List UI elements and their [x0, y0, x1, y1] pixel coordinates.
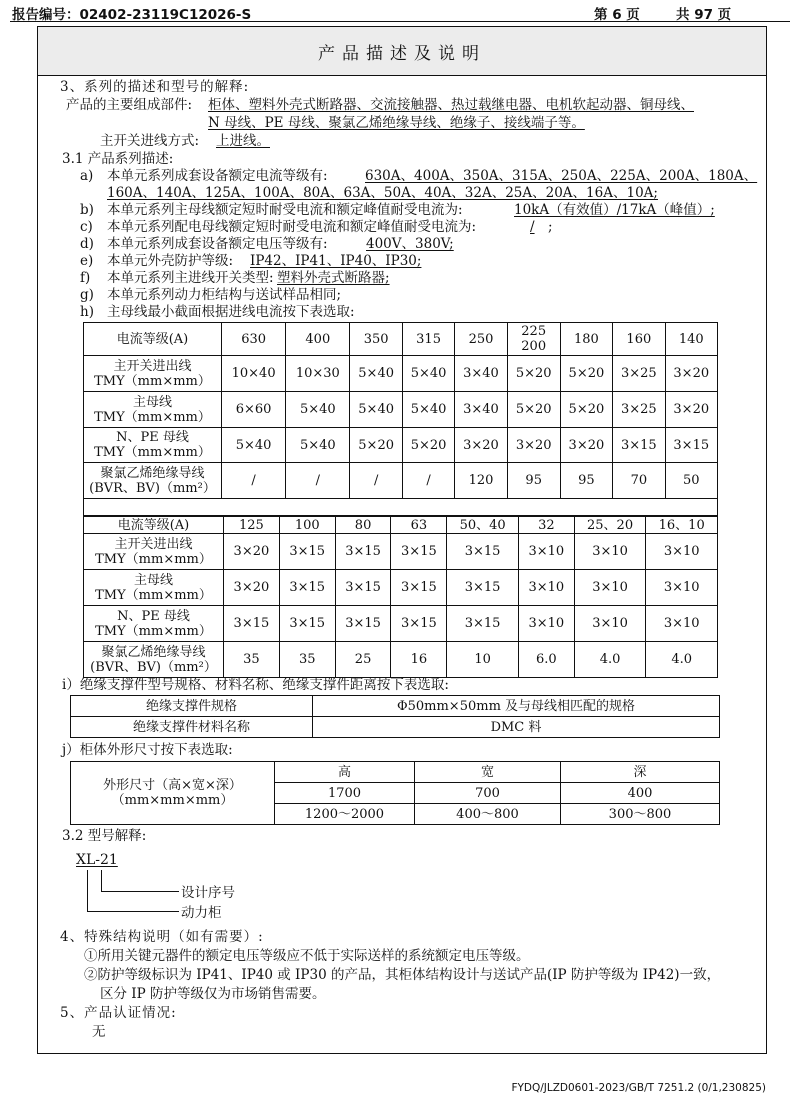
- table-cell: 3×40: [455, 356, 507, 392]
- table-cell: 5×40: [286, 392, 350, 428]
- item-h-key: h): [80, 304, 94, 320]
- table-cell: 6.0: [518, 642, 574, 678]
- table-cell: 3×10: [518, 570, 574, 606]
- item-b-text: 本单元系列主母线额定短时耐受电流和额定峰值耐受电流为:: [107, 202, 463, 218]
- table-cell: 3×10: [574, 606, 646, 642]
- table-cell: 3×10: [574, 570, 646, 606]
- table-cell: 3×25: [613, 356, 665, 392]
- insulator-spec-label: 绝缘支撑件规格: [71, 696, 313, 717]
- table-cell: 100: [279, 517, 335, 534]
- table-cell: 3×20: [560, 428, 612, 463]
- item-a-value-2: 160A、140A、125A、100A、80A、63A、50A、40A、32A、25A、20A、16A、10A;: [107, 185, 658, 201]
- item-c-text: 本单元系列配电母线额定短时耐受电流和额定峰值耐受电流为:: [107, 219, 477, 235]
- table-cell: 95: [507, 463, 560, 499]
- table-cell: 300～800: [561, 804, 720, 825]
- table-cell: 5×20: [507, 392, 560, 428]
- table-cell: 180: [560, 323, 612, 356]
- table-cell: 3×20: [224, 570, 280, 606]
- components-line-2: N 母线、PE 母线、聚氯乙烯绝缘导线、绝缘子、接线端子等。: [208, 115, 585, 131]
- table-cell: 50、40: [447, 517, 519, 534]
- table-cell: 16、10: [646, 517, 718, 534]
- table-cell: 3×15: [279, 570, 335, 606]
- item-f-value: 塑料外壳式断路器;: [277, 270, 390, 286]
- model-diagram-line: [101, 870, 102, 892]
- table-cell: 5×40: [286, 428, 350, 463]
- table-cell: 1200～2000: [275, 804, 415, 825]
- table-cell: 3×15: [447, 570, 519, 606]
- item-e-text: 本单元外壳防护等级:: [107, 253, 234, 269]
- section-4-para-2b: 区分 IP 防护等级仅为市场销售需要。: [100, 986, 326, 1002]
- insulator-material-value: DMC 料: [313, 717, 720, 738]
- power-cabinet-label: 动力柜: [181, 905, 222, 921]
- section-4-para-2: ②防护等级标识为 IP41、IP40 或 IP30 的产品，其柜体结构设计与送试产品(IP 防护等级为 IP42)一致，: [84, 967, 721, 983]
- table-cell: 5×20: [402, 428, 454, 463]
- item-j-text: j）柜体外形尺寸按下表选取:: [62, 742, 233, 758]
- incoming-value: 上进线。: [216, 133, 270, 149]
- size-header-height: 高: [275, 762, 415, 783]
- design-number-label: 设计序号: [181, 885, 235, 901]
- table-cell: 10×30: [286, 356, 350, 392]
- table-cell: 25、20: [574, 517, 646, 534]
- table-cell: 3×15: [447, 606, 519, 642]
- table-cell: 10: [447, 642, 519, 678]
- item-h-text: 主母线最小截面根据进线电流按下表选取:: [107, 304, 355, 320]
- table-cell: 3×25: [613, 392, 665, 428]
- table-cell: 3×20: [665, 392, 717, 428]
- table-cell: 5×40: [350, 356, 402, 392]
- table-cell: 400: [286, 323, 350, 356]
- table-cell: 3×15: [665, 428, 717, 463]
- table-cell: 3×20: [665, 356, 717, 392]
- item-g-text: 本单元系列动力柜结构与送试样品相同;: [107, 287, 342, 303]
- table-cell: 3×10: [646, 570, 718, 606]
- item-b-key: b): [80, 202, 94, 218]
- table-cell: 3×20: [507, 428, 560, 463]
- table-cell: 5×20: [350, 428, 402, 463]
- incoming-label: 主开关进线方式:: [100, 133, 200, 149]
- table-cell: 5×20: [560, 392, 612, 428]
- table-cell: 3×40: [455, 392, 507, 428]
- section-3-2-heading: 3.2 型号解释:: [62, 828, 147, 844]
- section-4-para-1: ①所用关键元器件的额定电压等级应不低于实际送样的系统额定电压等级。: [84, 948, 530, 964]
- table-cell: 3×15: [335, 534, 391, 570]
- row-label-main-switch: 主开关进出线 TMY（mm×mm）: [84, 356, 222, 392]
- table-cell: 1700: [275, 783, 415, 804]
- item-f-text: 本单元系列主进线开关类型:: [107, 270, 274, 286]
- certification-value: 无: [92, 1024, 106, 1040]
- table-cell: /: [286, 463, 350, 499]
- model-diagram-line: [101, 891, 179, 892]
- table-cell: 3×15: [335, 606, 391, 642]
- item-d-text: 本单元系列成套设备额定电压等级有:: [107, 236, 328, 252]
- table-cell: 6×60: [222, 392, 286, 428]
- table-cell: 3×10: [518, 606, 574, 642]
- item-g-key: g): [80, 287, 94, 303]
- row-label-main-busbar: 主母线 TMY（mm×mm）: [84, 570, 224, 606]
- table-cell: 80: [335, 517, 391, 534]
- table-cell: 3×15: [279, 534, 335, 570]
- table-cell: 3×10: [518, 534, 574, 570]
- item-a-value: 630A、400A、350A、315A、250A、225A、200A、180A、: [365, 168, 758, 184]
- table-cell: 63: [391, 517, 447, 534]
- section-4-heading: 4、特殊结构说明（如有需要）:: [60, 929, 264, 945]
- table-cell: 3×15: [279, 606, 335, 642]
- table-cell: 3×15: [391, 534, 447, 570]
- row-label-pvc-wire: 聚氯乙烯绝缘导线 (BVR、BV)（mm²）: [84, 642, 224, 678]
- table-cell: 3×10: [574, 534, 646, 570]
- table-cell: 225 200: [507, 323, 560, 356]
- table-cell: 315: [402, 323, 454, 356]
- table-cell: 70: [613, 463, 665, 499]
- header-rule: [10, 21, 790, 22]
- busbar-table-lower: [83, 516, 718, 678]
- table-cell: 630: [222, 323, 286, 356]
- section-3-1-heading: 3.1 产品系列描述:: [62, 151, 174, 167]
- model-diagram-line: [87, 911, 179, 912]
- row-label-n-pe: N、PE 母线 TMY（mm×mm）: [84, 606, 224, 642]
- table-cell: /: [350, 463, 402, 499]
- table-cell: 400: [561, 783, 720, 804]
- insulator-spec-value: Φ50mm×50mm 及与母线相匹配的规格: [313, 696, 720, 717]
- table-cell: 16: [391, 642, 447, 678]
- item-c-after: ;: [548, 219, 553, 235]
- size-header-width: 宽: [415, 762, 561, 783]
- table-cell: 3×10: [646, 534, 718, 570]
- item-e-key: e): [80, 253, 94, 269]
- row-label-n-pe: N、PE 母线 TMY（mm×mm）: [84, 428, 222, 463]
- table-cell: 50: [665, 463, 717, 499]
- item-b-value: 10kA（有效值）/17kA（峰值）;: [514, 202, 715, 218]
- table-cell: 5×40: [350, 392, 402, 428]
- table-cell: 3×20: [455, 428, 507, 463]
- table-cell: 10×40: [222, 356, 286, 392]
- page-title: 产品描述及说明: [38, 27, 766, 76]
- table-cell: 4.0: [574, 642, 646, 678]
- table-cell: 250: [455, 323, 507, 356]
- table-cell: 120: [455, 463, 507, 499]
- table-cell: 3×20: [224, 534, 280, 570]
- page-number: 第 6 页: [594, 7, 640, 23]
- table-cell: 3×15: [613, 428, 665, 463]
- table-cell: 35: [224, 642, 280, 678]
- table-cell: 160: [613, 323, 665, 356]
- section-5-heading: 5、产品认证情况:: [60, 1005, 177, 1021]
- table-cell: 25: [335, 642, 391, 678]
- table-cell: 5×40: [222, 428, 286, 463]
- row-label-pvc-wire: 聚氯乙烯绝缘导线 (BVR、BV)（mm²）: [84, 463, 222, 499]
- table-cell: 3×15: [335, 570, 391, 606]
- report-number: 报告编号：02402-23119C12026-S: [12, 7, 252, 23]
- table-spacer-row: [84, 499, 718, 516]
- components-label: 产品的主要组成部件:: [66, 97, 193, 113]
- row-label-current: 电流等级(A): [84, 517, 224, 534]
- table-cell: 4.0: [646, 642, 718, 678]
- item-a-text: 本单元系列成套设备额定电流等级有:: [107, 168, 328, 184]
- table-cell: 400～800: [415, 804, 561, 825]
- page-total: 共 97 页: [676, 7, 732, 23]
- table-cell: 5×40: [402, 392, 454, 428]
- insulator-material-label: 绝缘支撑件材料名称: [71, 717, 313, 738]
- item-d-key: d): [80, 236, 94, 252]
- item-e-value: IP42、IP41、IP40、IP30;: [250, 253, 422, 269]
- size-header-depth: 深: [561, 762, 720, 783]
- table-cell: 95: [560, 463, 612, 499]
- row-label-current: 电流等级(A): [84, 323, 222, 356]
- table-cell: 3×15: [447, 534, 519, 570]
- table-cell: /: [222, 463, 286, 499]
- item-f-key: f): [80, 270, 91, 286]
- table-cell: 5×40: [402, 356, 454, 392]
- section-3-heading: 3、系列的描述和型号的解释:: [60, 79, 250, 95]
- table-cell: 350: [350, 323, 402, 356]
- table-cell: /: [402, 463, 454, 499]
- item-d-value: 400V、380V;: [366, 236, 454, 252]
- components-line-1: 柜体、塑料外壳式断路器、交流接触器、热过载继电器、电机软起动器、铜母线、: [208, 97, 694, 113]
- item-c-value: /: [530, 219, 535, 235]
- table-cell: 3×15: [224, 606, 280, 642]
- insulator-table: [70, 695, 720, 738]
- table-cell: 5×20: [560, 356, 612, 392]
- size-label: 外形尺寸（高×宽×深） （mm×mm×mm）: [71, 762, 275, 825]
- busbar-table-upper: [83, 322, 718, 516]
- table-cell: 3×15: [391, 570, 447, 606]
- table-cell: 125: [224, 517, 280, 534]
- item-a-key: a): [80, 168, 94, 184]
- table-cell: 700: [415, 783, 561, 804]
- footer-form-code: FYDQ/JLZD0601-2023/GB/T 7251.2 (0/1,230825): [511, 1082, 766, 1094]
- table-cell: 140: [665, 323, 717, 356]
- row-label-main-busbar: 主母线 TMY（mm×mm）: [84, 392, 222, 428]
- table-cell: 35: [279, 642, 335, 678]
- item-c-key: c): [80, 219, 93, 235]
- row-label-main-switch: 主开关进出线 TMY（mm×mm）: [84, 534, 224, 570]
- model-diagram-line: [87, 870, 88, 912]
- model-code: XL-21: [76, 852, 118, 868]
- table-cell: 3×10: [646, 606, 718, 642]
- cabinet-size-table: [70, 761, 720, 825]
- table-cell: 32: [518, 517, 574, 534]
- table-cell: 3×15: [391, 606, 447, 642]
- item-i-text: i）绝缘支撑件型号规格、材料名称、绝缘支撑件距离按下表选取:: [62, 677, 449, 693]
- table-cell: 5×20: [507, 356, 560, 392]
